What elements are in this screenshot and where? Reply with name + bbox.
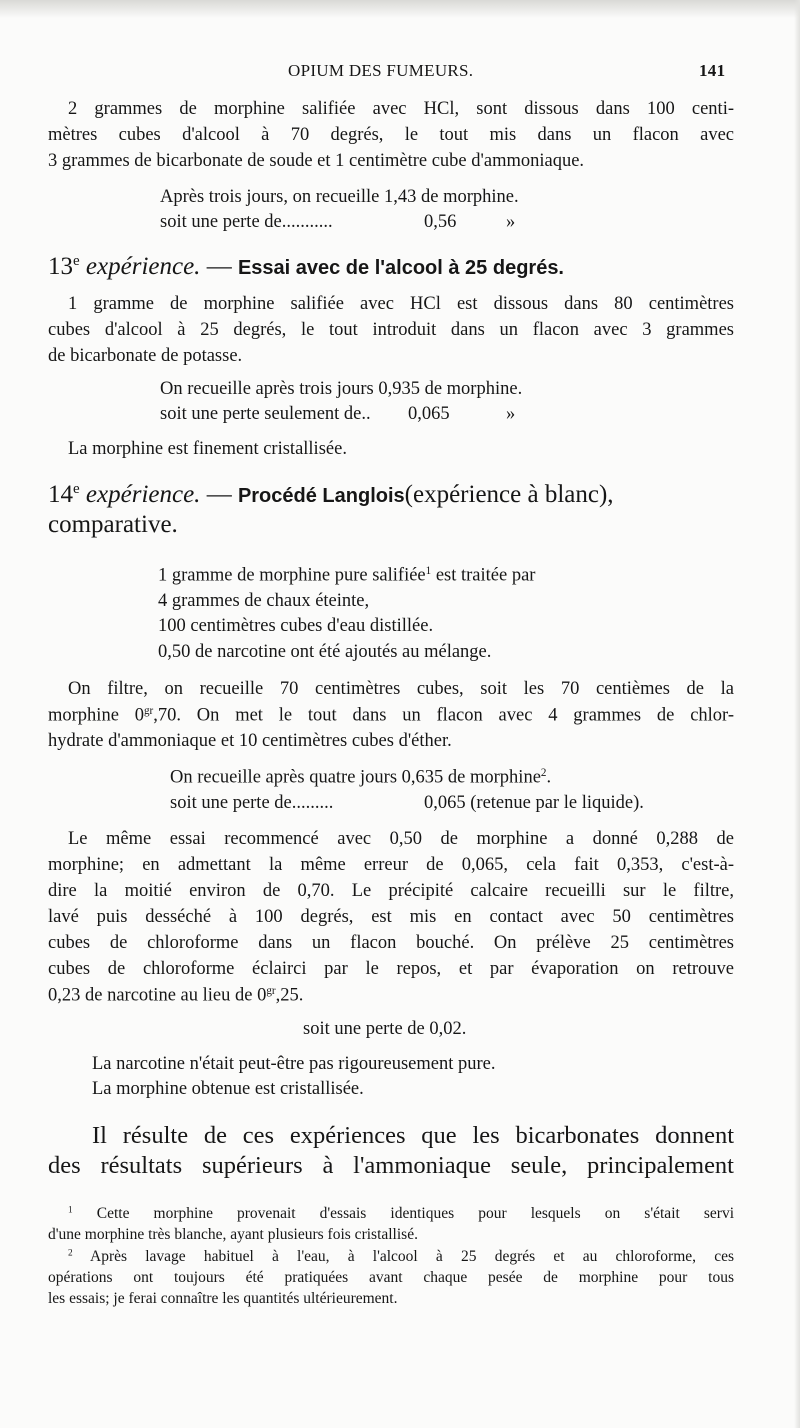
experiment-title: Procédé Langlois (237, 485, 405, 507)
paragraph-line: cubes d'alcool à 25 degrés, le tout introduit dans un flacon avec 3 grammes (48, 320, 734, 340)
heading-dash: — (206, 481, 232, 508)
page-number: 141 (699, 61, 726, 80)
ordinal-suffix: e (73, 253, 80, 269)
page-spine-shadow (794, 0, 800, 1428)
text-span: ,70. On met le tout dans un flacon avec 4 grammes de chlor- (153, 705, 734, 726)
experiment-14-heading-cont: comparative. (48, 511, 178, 538)
footnote-mark: 1 (68, 1205, 73, 1216)
experiment-14-heading (48, 482, 734, 507)
unit-superscript: gr (143, 705, 154, 717)
experiment-number: 13 (48, 253, 73, 280)
loss-value: 0,065 (retenue par le liquide). (424, 793, 644, 813)
paragraph-line: lavé puis desséché à 100 degrés, est mis en contact avec 50 centimètres (48, 907, 734, 927)
paragraph-line: dire la moitié environ de 0,70. Le précipité calcaire recueilli sur le filtre, (48, 881, 734, 901)
observation-line: La morphine est finement cristallisée. (68, 439, 347, 459)
ingredient-text: 1 gramme de morphine pure salifiée (158, 565, 426, 586)
loss-label: soit une perte de......... (170, 793, 334, 813)
paragraph-line (48, 706, 734, 725)
running-header-title: OPIUM DES FUMEURS. (288, 61, 474, 80)
paragraph-line: 3 grammes de bicarbonate de soude et 1 centimètre cube d'ammoniaque. (48, 151, 585, 171)
conclusion-line: des résultats supérieurs à l'ammoniaque seule, principalement (48, 1152, 734, 1179)
result-loss-line (170, 794, 644, 813)
ingredient-line: 0,50 de narcotine ont été ajoutés au mélange. (158, 642, 492, 662)
paragraph-line: mètres cubes d'alcool à 70 degrés, le tout mis dans un flacon avec (48, 125, 734, 145)
paragraph-line: de bicarbonate de potasse. (48, 346, 243, 366)
loss-value: 0,065 (408, 404, 450, 424)
footnote-2 (68, 1249, 734, 1265)
footnote-text: Cette morphine provenait d'essais identiques pour lesquels on s'était servi (96, 1205, 735, 1222)
footnote-2-cont: opérations ont toujours été pratiquées avant chaque pesée de morphine pour tous (48, 1269, 734, 1286)
experiment-title: Essai avec de l'alcool à 25 degrés. (237, 257, 564, 279)
heading-dash: — (206, 253, 232, 280)
text-span: ,25. (275, 985, 304, 1006)
paragraph-line: cubes de chloroforme éclairci par le repos, et par évaporation on retrouve (48, 959, 734, 979)
result-line (170, 768, 551, 787)
paragraph-line: cubes de chloroforme dans un flacon bouché. On prélève 25 centimètres (48, 933, 734, 953)
text-span: 0,23 de narcotine au lieu de 0 (48, 985, 267, 1006)
loss-value: 0,56 (424, 212, 457, 232)
footnote-ref: 2 (540, 767, 547, 779)
loss-summary: soit une perte de 0,02. (303, 1019, 467, 1039)
ingredient-text: est traitée par (435, 565, 536, 586)
conclusion-line: Il résulte de ces expériences que les bicarbonates donnent (92, 1122, 734, 1149)
ditto-mark: » (506, 212, 516, 232)
ingredient-line: 100 centimètres cubes d'eau distillée. (158, 616, 434, 636)
paragraph-line: Le même essai recommencé avec 0,50 de morphine a donné 0,288 de (68, 829, 734, 849)
paragraph-line (48, 986, 303, 1005)
experiment-number: 14 (48, 481, 73, 508)
footnote-1-cont: d'une morphine très blanche, ayant plusieurs fois cristallisé. (48, 1226, 418, 1243)
ditto-mark: » (506, 404, 516, 424)
ingredient-line (158, 566, 535, 585)
result-line: Après trois jours, on recueille 1,43 de morphine. (160, 187, 519, 207)
ingredient-line: 4 grammes de chaux éteinte, (158, 591, 370, 611)
paragraph-line: 2 grammes de morphine salifiée avec HCl, sont dissous dans 100 centi- (68, 99, 734, 119)
result-loss-line (160, 213, 515, 232)
footnote-mark: 2 (68, 1248, 73, 1259)
paragraph-line: hydrate d'ammoniaque et 10 centimètres cubes d'éther. (48, 731, 452, 751)
footnote-2-cont: les essais; je ferai connaître les quantités ultérieurement. (48, 1290, 398, 1307)
loss-label: soit une perte seulement de.. (160, 404, 371, 424)
experiment-subtitle: (expérience à blanc), (404, 481, 614, 508)
text-span: On recueille après quatre jours 0,635 de morphine (170, 767, 541, 788)
observation-line: La morphine obtenue est cristallisée. (92, 1079, 364, 1099)
paragraph-line: morphine; en admettant la même erreur de 0,065, cela fait 0,353, c'est-à- (48, 855, 734, 875)
experiment-13-heading (48, 254, 564, 279)
text-span: . (546, 767, 552, 788)
page-edge-shadow (0, 0, 800, 18)
paragraph-line: On filtre, on recueille 70 centimètres cubes, soit les 70 centièmes de la (68, 679, 734, 699)
loss-label: soit une perte de........... (160, 212, 333, 232)
observation-line: La narcotine n'était peut-être pas rigoureusement pure. (92, 1054, 496, 1074)
unit-superscript: gr (266, 985, 276, 997)
experiment-label: expérience. (85, 253, 201, 280)
result-loss-line (160, 405, 515, 424)
footnote-ref: 1 (425, 565, 432, 577)
result-line: On recueille après trois jours 0,935 de morphine. (160, 379, 523, 399)
ordinal-suffix: e (73, 481, 80, 497)
footnote-1 (68, 1206, 734, 1222)
experiment-label: expérience. (85, 481, 201, 508)
footnote-text: Après lavage habituel à l'eau, à l'alcool à 25 degrés et au chloroforme, ces (90, 1248, 734, 1265)
text-span: morphine 0 (48, 705, 144, 726)
paragraph-line: 1 gramme de morphine salifiée avec HCl est dissous dans 80 centimètres (68, 294, 734, 314)
